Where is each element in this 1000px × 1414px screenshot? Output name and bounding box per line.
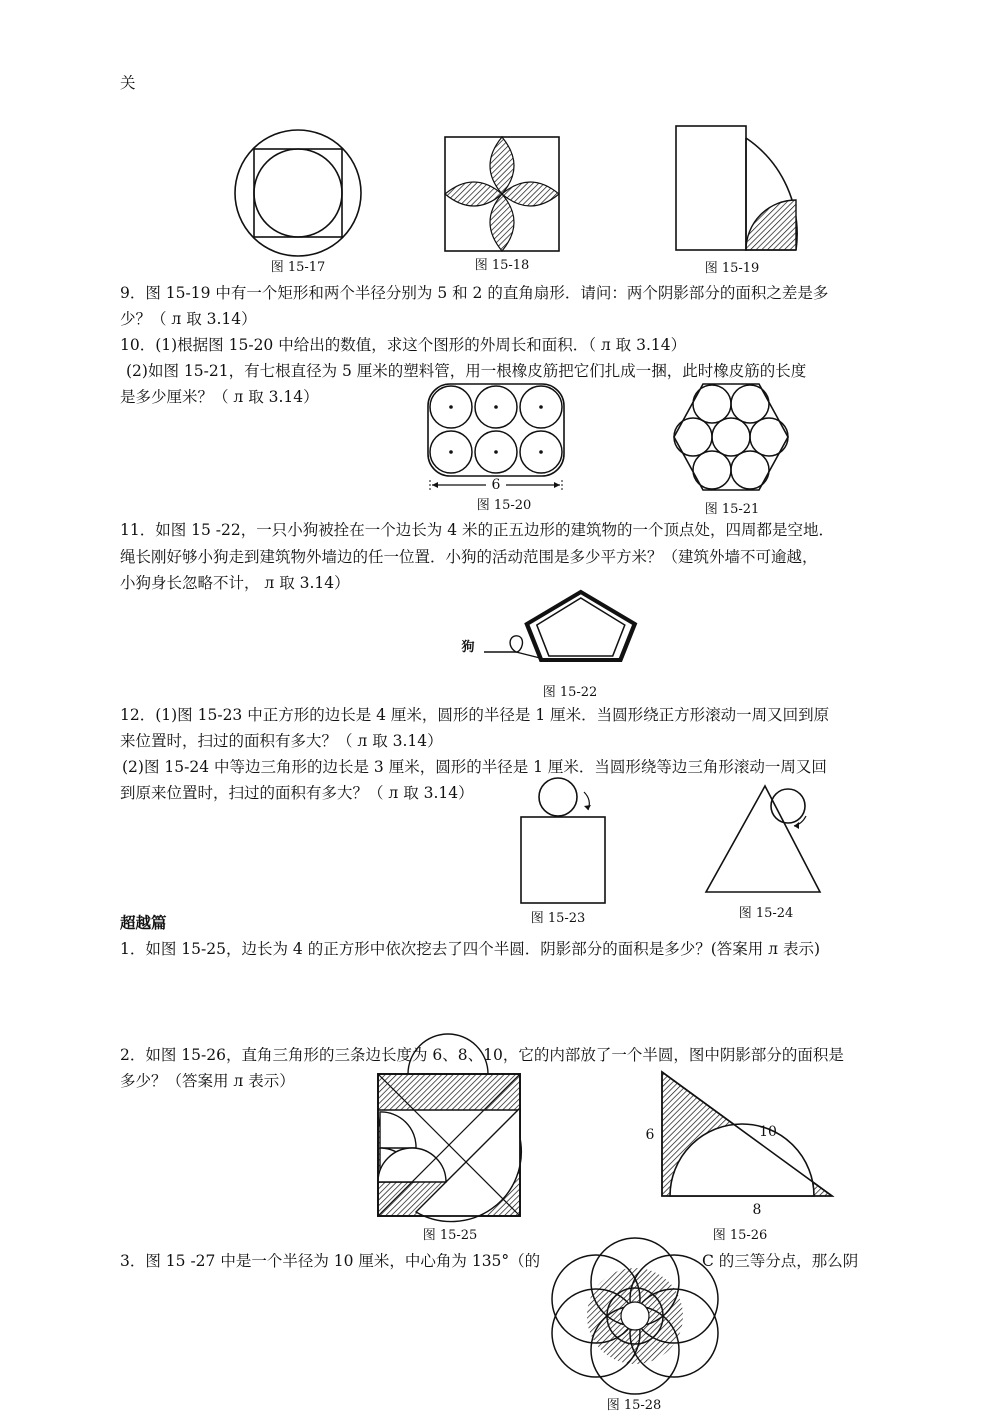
advanced-2-line-1: 2．如图 15-26，直角三角形的三条边长度为 6、8、10，它的内部放了一个半圆，图中阴影部分的面积是	[120, 1046, 844, 1064]
figure-15-19	[672, 124, 802, 254]
problem-9-line-2: 少？（ л 取 3.14）	[120, 310, 257, 328]
caption-15-28: 图 15-28	[606, 1398, 662, 1413]
figure-15-20	[424, 382, 574, 492]
caption-15-20: 图 15-20	[476, 498, 532, 513]
section-title: 超越篇	[120, 913, 167, 932]
problem-10-line-2: (2)如图 15-21，有七根直径为 5 厘米的塑料管，用一根橡皮筋把它们扎成一捆，此时橡皮筋的长度	[126, 362, 807, 380]
advanced-2-line-2: 多少？（答案用 л 表示）	[120, 1072, 295, 1090]
figure-15-23	[518, 776, 608, 906]
problem-11-line-3: 小狗身长忽略不计， л 取 3.14）	[120, 574, 350, 592]
problem-11-line-1: 11．如图 15 -22，一只小狗被拴在一个边长为 4 米的正五边形的建筑物的一个顶点处，四周都是空地．	[120, 521, 834, 539]
problem-10-line-1: 10．(1)根据图 15-20 中给出的数值，求这个图形的外周长和面积．（ л 取 3.14）	[120, 336, 687, 354]
caption-15-17: 图 15-17	[270, 260, 326, 275]
caption-15-23: 图 15-23	[530, 911, 586, 926]
figure-15-22	[476, 590, 666, 670]
caption-15-21: 图 15-21	[704, 502, 760, 517]
figure-15-24	[702, 780, 824, 896]
figure-15-25	[376, 1072, 522, 1218]
caption-15-22: 图 15-22	[542, 685, 598, 700]
top-fragment: 关	[120, 74, 136, 92]
problem-10-line-3: 是多少厘米？（ л 取 3.14）	[120, 388, 319, 406]
caption-15-19: 图 15-19	[704, 261, 760, 276]
figure-15-22-dog-label: 狗	[461, 640, 475, 655]
figure-15-20-width-label: 6	[491, 477, 501, 493]
problem-12-line-1: 12．(1)图 15-23 中正方形的边长是 4 厘米，圆形的半径是 1 厘米．当圆形绕正方形滚动一周又回到原	[120, 706, 830, 724]
advanced-3-left: 3．图 15 -27 中是一个半径为 10 厘米，中心角为 135°（的	[120, 1252, 541, 1270]
figure-15-17	[230, 128, 370, 260]
caption-15-24: 图 15-24	[738, 906, 794, 921]
figure-15-26-side-c-label: 10	[759, 1124, 777, 1140]
problem-12-line-3: (2)图 15-24 中等边三角形的边长是 3 厘米，圆形的半径是 1 厘米．当圆形绕等边三角形滚动一周又回	[122, 758, 827, 776]
figure-15-18	[444, 136, 560, 252]
caption-15-25: 图 15-25	[422, 1228, 478, 1243]
advanced-1: 1．如图 15-25，边长为 4 的正方形中依次挖去了四个半圆．阴影部分的面积是多少？(答案用 л 表示)	[120, 940, 820, 958]
figure-15-21	[670, 382, 792, 492]
problem-11-line-2: 绳长刚好够小狗走到建筑物外墙边的任一位置．小狗的活动范围是多少平方米？（建筑外墙不可逾越，	[120, 548, 818, 566]
figure-15-26-side-a-label: 6	[645, 1127, 655, 1143]
problem-9-line-1: 9．图 15-19 中有一个矩形和两个半径分别为 5 和 2 的直角扇形．请问：两个阴影部分的面积之差是多	[120, 284, 829, 302]
figure-15-26	[656, 1070, 838, 1200]
caption-15-26: 图 15-26	[712, 1228, 768, 1243]
problem-12-line-2: 来位置时，扫过的面积有多大？（ л 取 3.14）	[120, 732, 443, 750]
advanced-3-right: C 的三等分点，那么阴	[702, 1252, 859, 1270]
caption-15-18: 图 15-18	[474, 258, 530, 273]
figure-15-26-side-b-label: 8	[752, 1202, 762, 1218]
problem-12-line-4: 到原来位置时，扫过的面积有多大？（ л 取 3.14）	[120, 784, 474, 802]
figure-15-28	[550, 1236, 720, 1396]
